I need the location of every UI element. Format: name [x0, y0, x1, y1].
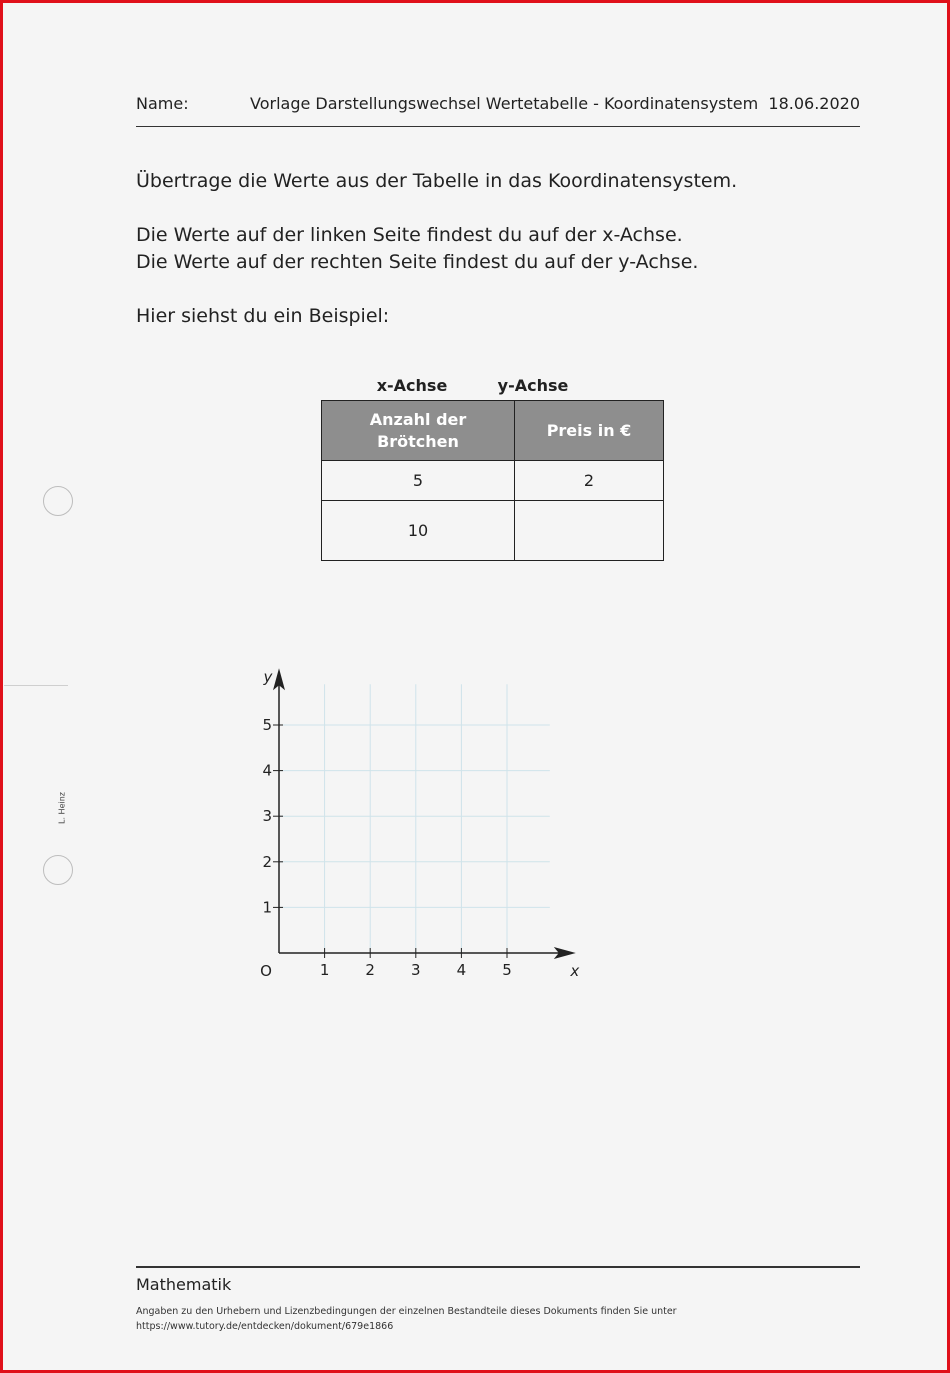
footer-license-note [136, 1304, 677, 1334]
x-tick-label: 1 [319, 961, 330, 979]
axes [273, 668, 576, 959]
table-cell: 10 [322, 501, 515, 561]
value-table [321, 400, 664, 561]
y-tick-label: 4 [262, 761, 272, 780]
table-header-cell: Preis in € [515, 401, 664, 461]
table-row [322, 461, 664, 501]
worksheet-date: 18.06.2020 [768, 94, 860, 113]
instruction-line-1: Übertrage die Werte aus der Tabelle in das Koordinatensystem. [136, 170, 738, 192]
x-tick-label: 3 [411, 961, 421, 979]
fold-mark [4, 685, 68, 686]
y-tick-label: 1 [262, 898, 272, 917]
punch-hole-top [43, 486, 73, 516]
footer-subject: Mathematik [136, 1275, 232, 1294]
x-tick-label: 4 [456, 961, 467, 979]
axis-labels [260, 668, 579, 980]
x-axis-label: x [570, 962, 580, 980]
instruction-line-4: Hier siehst du ein Beispiel: [136, 305, 390, 327]
table-header-row [322, 401, 664, 461]
y-tick-label: 2 [262, 852, 272, 871]
footer-note-line-2: https://www.tutory.de/entdecken/dokument/679e1866 [136, 1321, 394, 1332]
footer-divider [136, 1266, 860, 1268]
coordinate-system[interactable] [250, 668, 580, 987]
table-header-cell: Anzahl der Brötchen [322, 401, 515, 461]
table-cell: 2 [515, 461, 664, 501]
table-cell: 5 [322, 461, 515, 501]
name-label: Name: [136, 94, 189, 113]
x-tick-label: 5 [502, 961, 512, 979]
instruction-line-2: Die Werte auf der linken Seite findest du auf der x-Achse. [136, 224, 683, 246]
author-label: L. Heinz [57, 792, 67, 824]
y-tick-label: 3 [262, 807, 272, 826]
y-axis-label: y [263, 668, 273, 687]
footer-note-line-1: Angaben zu den Urhebern und Lizenzbedingungen der einzelnen Bestandteile dieses Dokuments finden Sie unter [136, 1306, 677, 1317]
x-axis-column-label: x-Achse [376, 376, 448, 395]
table-cell[interactable] [515, 501, 664, 561]
table-row [322, 501, 664, 561]
origin-label: O [260, 962, 272, 980]
grid [279, 684, 550, 953]
worksheet-title: Vorlage Darstellungswechsel Wertetabelle - Koordinatensystem [250, 94, 759, 113]
y-axis-column-label: y-Achse [497, 376, 569, 395]
x-tick-label: 2 [365, 961, 375, 979]
y-tick-label: 5 [262, 716, 272, 734]
worksheet-header [136, 92, 860, 127]
instruction-line-3: Die Werte auf der rechten Seite findest du auf der y-Achse. [136, 251, 699, 273]
punch-hole-bottom [43, 855, 73, 885]
